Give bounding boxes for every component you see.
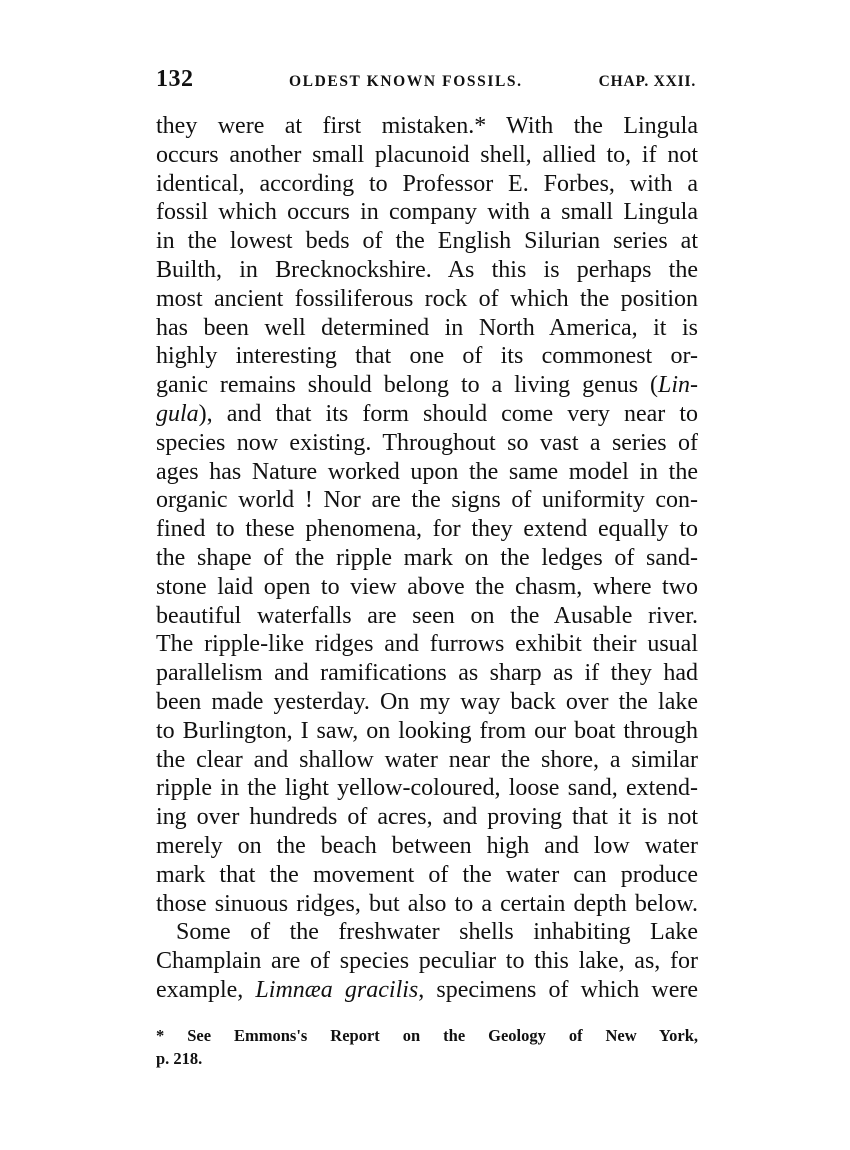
text-line: species now existing. Throughout so vast a series of xyxy=(156,429,698,456)
text-line: those sinuous ridges, but also to a certain depth below. xyxy=(156,890,698,917)
text-line: the shape of the ripple mark on the ledges of sand- xyxy=(156,544,698,571)
text-line: beautiful waterfalls are seen on the Ausable river. xyxy=(156,602,698,629)
footnote xyxy=(156,1024,698,1070)
text-segment: ), and that its form should come very near to xyxy=(198,400,698,427)
footnote-line: * See Emmons's Report on the Geology of New York, xyxy=(156,1026,698,1045)
text-line: most ancient fossiliferous rock of which the position xyxy=(156,285,698,312)
text-line: to Burlington, I saw, on looking from our boat through xyxy=(156,717,698,744)
chapter-reference: CHAP. XXII. xyxy=(598,73,696,90)
text-line: fined to these phenomena, for they extend equally to xyxy=(156,516,698,543)
text-segment: example, xyxy=(156,976,256,1003)
italic-genus-name: gula xyxy=(156,400,199,427)
text-line: fossil which occurs in company with a small Lingula xyxy=(156,199,698,226)
text-line: ripple in the light yellow-coloured, loose sand, extend- xyxy=(156,775,698,802)
text-line: in the lowest beds of the English Silurian series at xyxy=(156,228,698,255)
text-line xyxy=(156,371,698,400)
text-line: mark that the movement of the water can produce xyxy=(156,861,698,888)
paragraph-start-line: Some of the freshwater shells inhabiting Lake xyxy=(176,919,698,946)
text-line: parallelism and ramifications as sharp as if they had xyxy=(156,660,698,687)
text-line: Builth, in Brecknockshire. As this is perhaps the xyxy=(156,256,698,283)
text-line: The ripple-like ridges and furrows exhibit their usual xyxy=(156,631,698,658)
text-line: organic world ! Nor are the signs of uniformity con- xyxy=(156,487,698,514)
text-line: merely on the beach between high and low water xyxy=(156,832,698,859)
text-line: Champlain are of species peculiar to this lake, as, for xyxy=(156,948,698,975)
text-line: the clear and shallow water near the shore, a similar xyxy=(156,746,698,773)
text-segment: ganic remains should belong to a living genus ( xyxy=(156,372,658,399)
text-line: identical, according to Professor E. Forbes, with a xyxy=(156,170,698,197)
text-line: ages has Nature worked upon the same model in the xyxy=(156,458,698,485)
italic-genus-name: Lin- xyxy=(657,372,698,399)
text-line xyxy=(156,400,698,429)
italic-species-name: Limnæa gracilis xyxy=(255,976,419,1003)
running-head xyxy=(156,66,696,106)
text-line: has been well determined in North America, it is xyxy=(156,314,698,341)
text-line: ing over hundreds of acres, and proving that it is not xyxy=(156,804,698,831)
running-title: OLDEST KNOWN FOSSILS. xyxy=(289,73,523,90)
text-line xyxy=(156,976,698,1005)
text-line: they were at first mistaken.* With the Lingula xyxy=(156,113,698,139)
text-line: occurs another small placunoid shell, allied to, if not xyxy=(156,141,698,168)
page-number: 132 xyxy=(156,66,194,92)
text-line: been made yesterday. On my way back over the lake xyxy=(156,688,698,715)
footnote-line: p. 218. xyxy=(156,1049,203,1068)
text-segment: , specimens of which were xyxy=(418,976,698,1003)
text-line: highly interesting that one of its commonest or- xyxy=(156,343,698,370)
body-text xyxy=(156,112,698,1005)
text-line: stone laid open to view above the chasm, where two xyxy=(156,573,698,600)
